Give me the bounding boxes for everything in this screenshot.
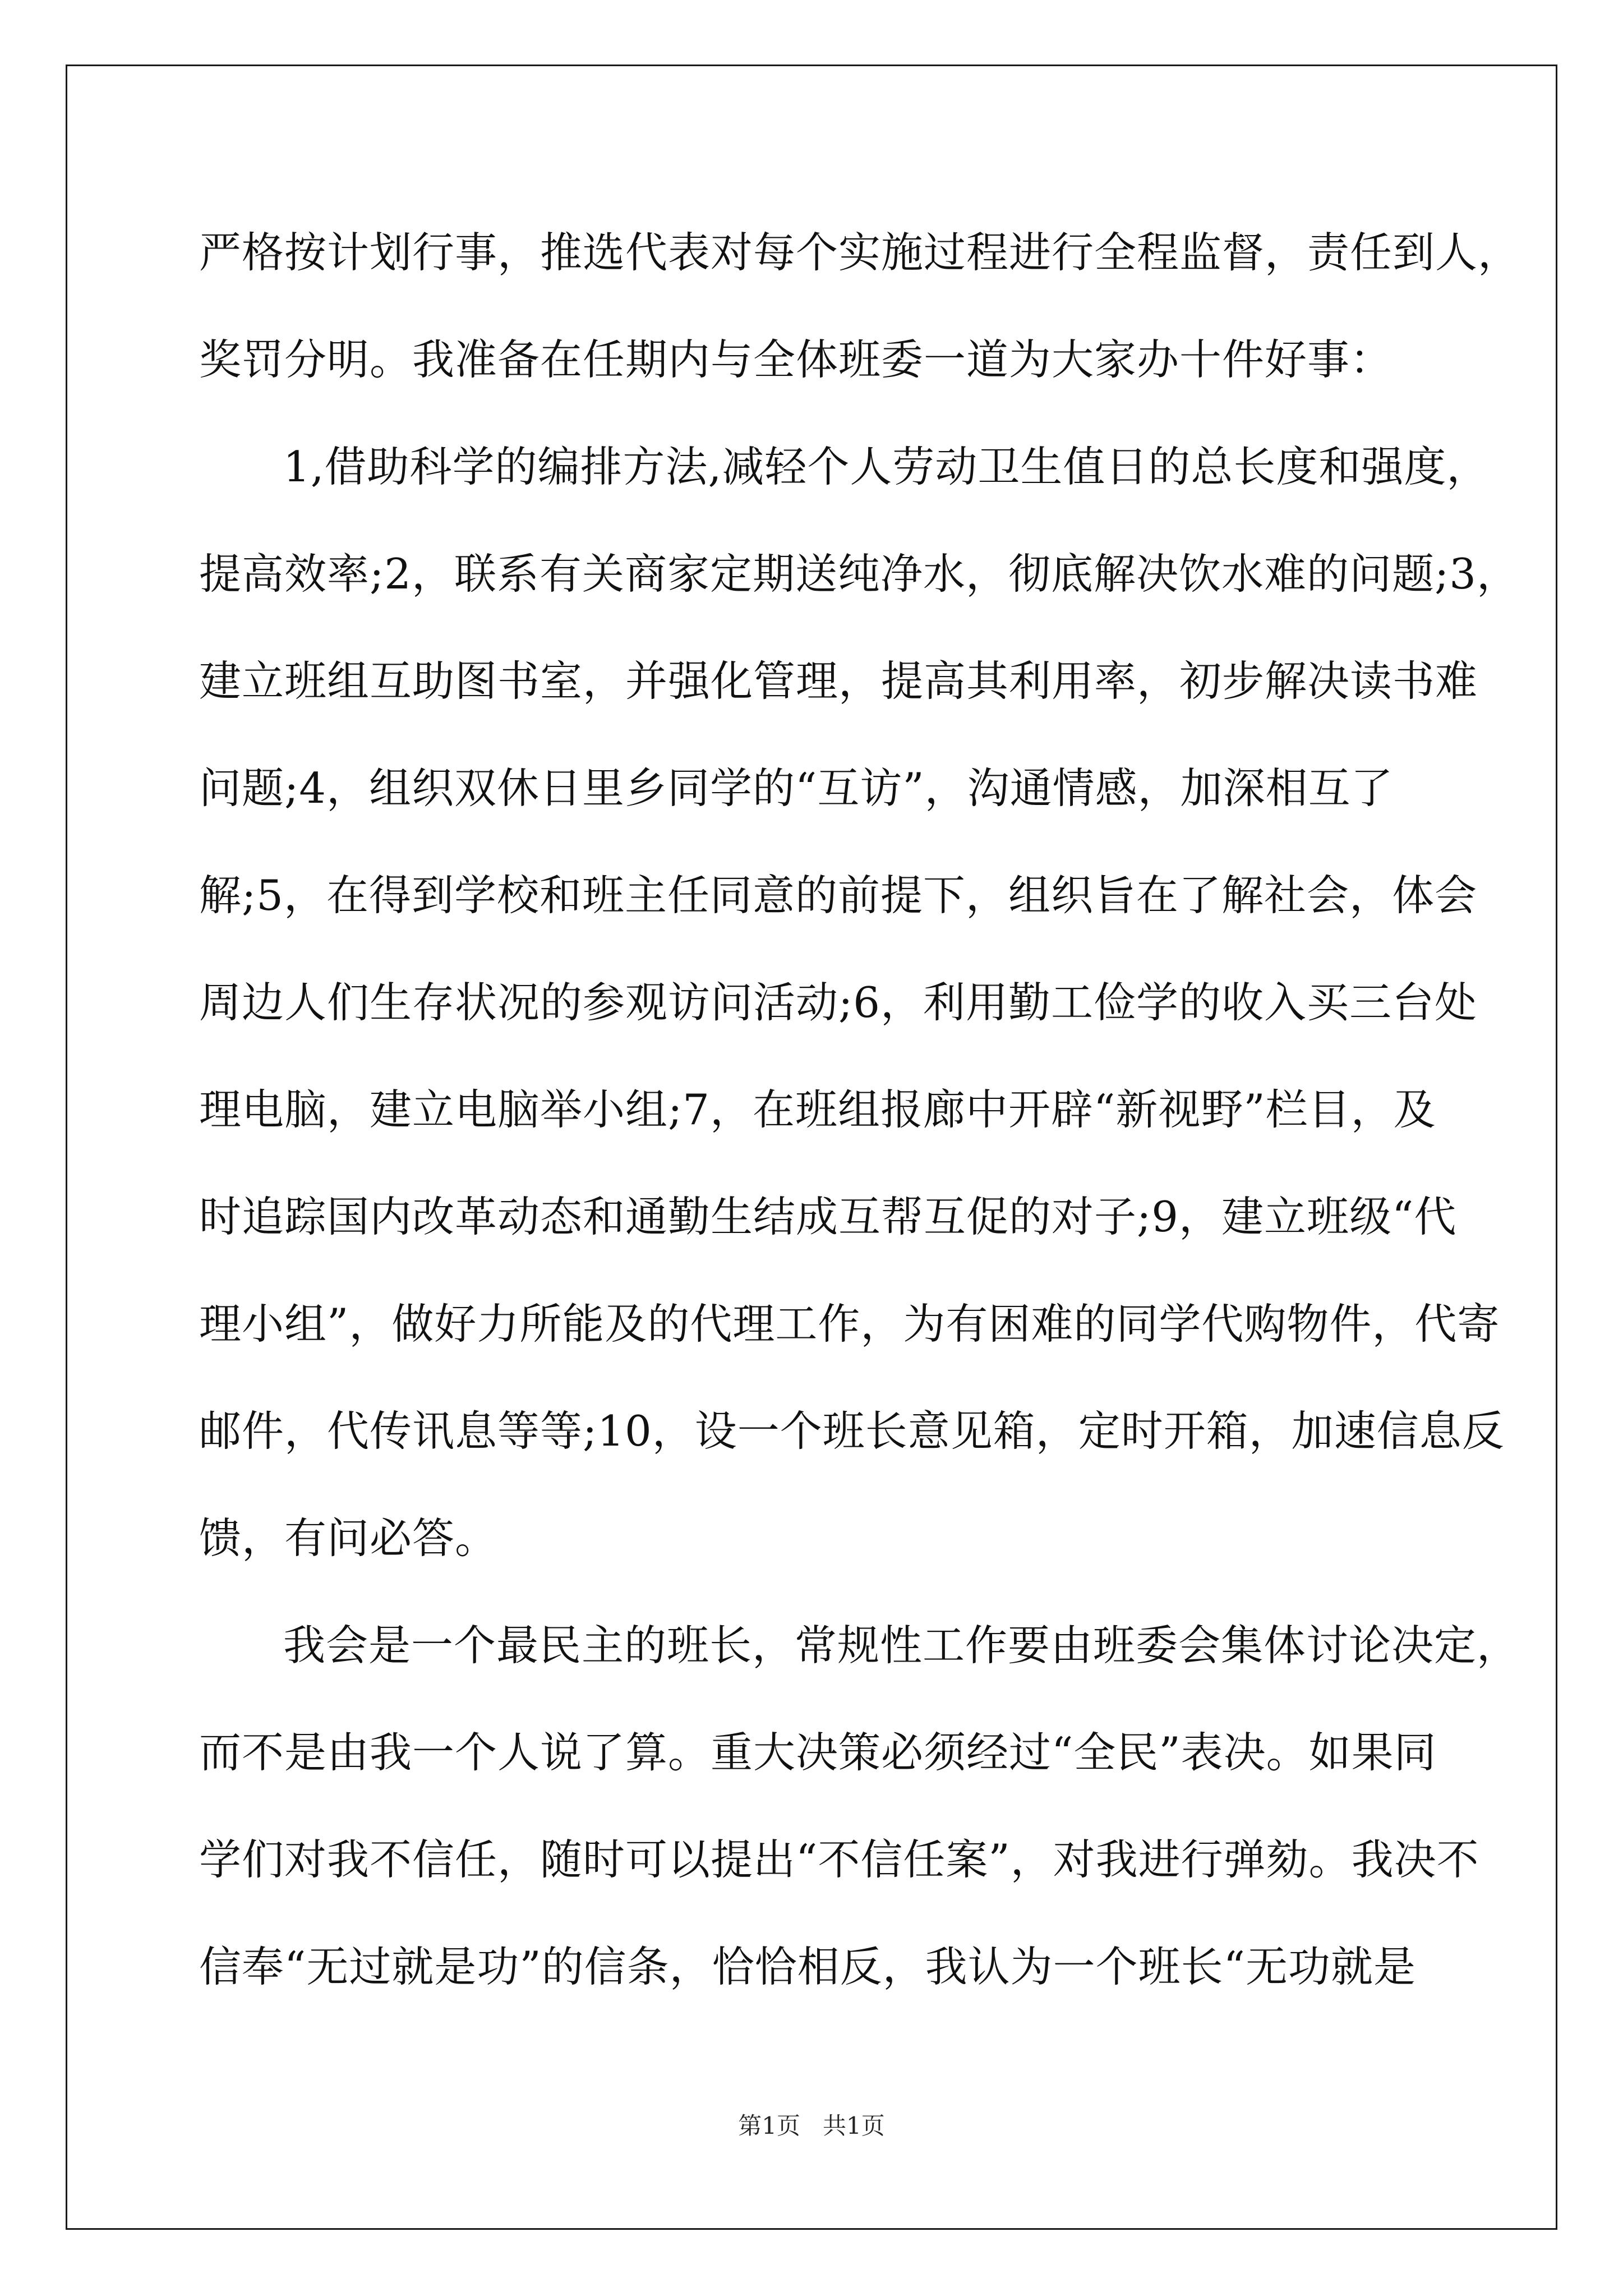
text-line: 馈，有问必答。 (199, 1513, 498, 1563)
text-line: 解;5，在得到学校和班主任同意的前提下，组织旨在了解社会，体会 (199, 871, 1477, 920)
text-line: 提高效率;2，联系有关商家定期送纯净水，彻底解决饮水难的问题;3， (199, 549, 1519, 599)
text-line: 我会是一个最民主的班长，常规性工作要由班委会集体讨论决定， (283, 1621, 1520, 1670)
text-line: 建立班组互助图书室，并强化管理，提高其利用率，初步解决读书难 (199, 656, 1478, 706)
text-line: 理小组”，做好力所能及的代理工作，为有困难的同学代购物件，代寄 (199, 1299, 1500, 1349)
page-number-footer: 第1页 共1页 (738, 2112, 885, 2139)
text-line: 严格按计划行事，推选代表对每个实施过程进行全程监督，责任到人， (199, 228, 1521, 277)
text-line: 周边人们生存状况的参观访问活动;6，利用勤工俭学的收入买三台处 (199, 978, 1477, 1027)
text-line: 学们对我不信任，随时可以提出“不信任案”，对我进行弹劾。我决不 (199, 1835, 1479, 1884)
paragraph-1 (199, 199, 1521, 413)
text-line: 理电脑，建立电脑举小组;7，在班组报廊中开辟“新视野”栏目，及 (199, 1085, 1436, 1134)
text-line: 1,借助科学的编排方法,减轻个人劳动卫生值日的总长度和强度， (283, 442, 1490, 491)
text-line: 邮件，代传讯息等等;10，设一个班长意见箱，定时开箱，加速信息反 (199, 1406, 1505, 1456)
text-line: 而不是由我一个人说了算。重大决策必须经过“全民”表决。如果同 (199, 1728, 1437, 1777)
text-line: 问题;4，组织双休日里乡同学的“互访”，沟通情感，加深相互了 (199, 763, 1394, 813)
text-line: 奖罚分明。我准备在任期内与全体班委一道为大家办十件好事： (199, 335, 1393, 384)
text-line: 信奉“无过就是功”的信条，恰恰相反，我认为一个班长“无功就是 (199, 1942, 1417, 1991)
document-body (199, 199, 1521, 2021)
paragraph-3 (199, 1592, 1520, 2021)
text-line: 时追踪国内改革动态和通勤生结成互帮互促的对子;9，建立班级“代 (199, 1192, 1457, 1241)
paragraph-2 (199, 413, 1519, 1592)
